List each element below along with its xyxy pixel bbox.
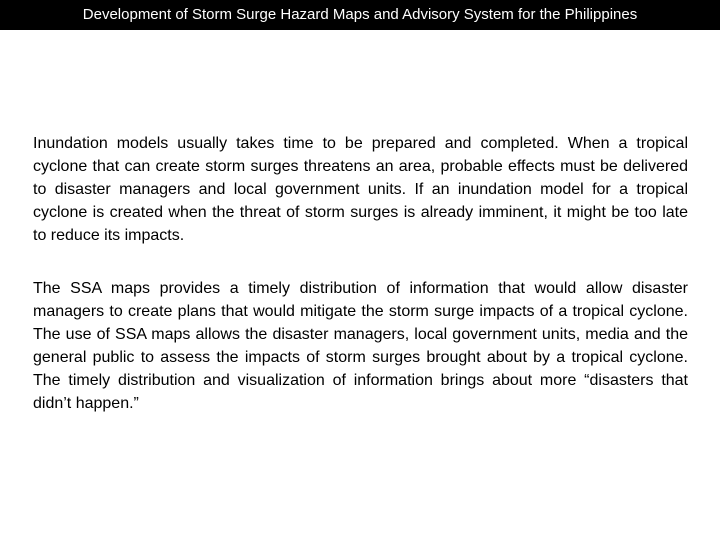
slide-title-bar — [0, 0, 720, 30]
paragraph-inundation-models: Inundation models usually takes time to be prepared and completed. When a tropical cyclone that can create storm surges threatens an area, probable effects must be delivered to disaster managers and local government units. If an inundation model for a tropical cyclone is created when the threat of storm surges is already imminent, it might be too late to reduce its impacts. — [33, 135, 688, 244]
slide-body — [33, 132, 688, 415]
paragraph-ssa-maps: The SSA maps provides a timely distribution of information that would allow disaster managers to create plans that would mitigate the storm surge impacts of a tropical cyclone. The use of SSA maps allows the disaster managers, local government units, media and the general public to assess the impacts of storm surges brought about by a tropical cyclone. The timely distribution and visualization of information brings about more “disasters that didn’t happen.” — [33, 280, 688, 412]
slide-title: Development of Storm Surge Hazard Maps and Advisory System for the Philippines — [82, 6, 638, 23]
